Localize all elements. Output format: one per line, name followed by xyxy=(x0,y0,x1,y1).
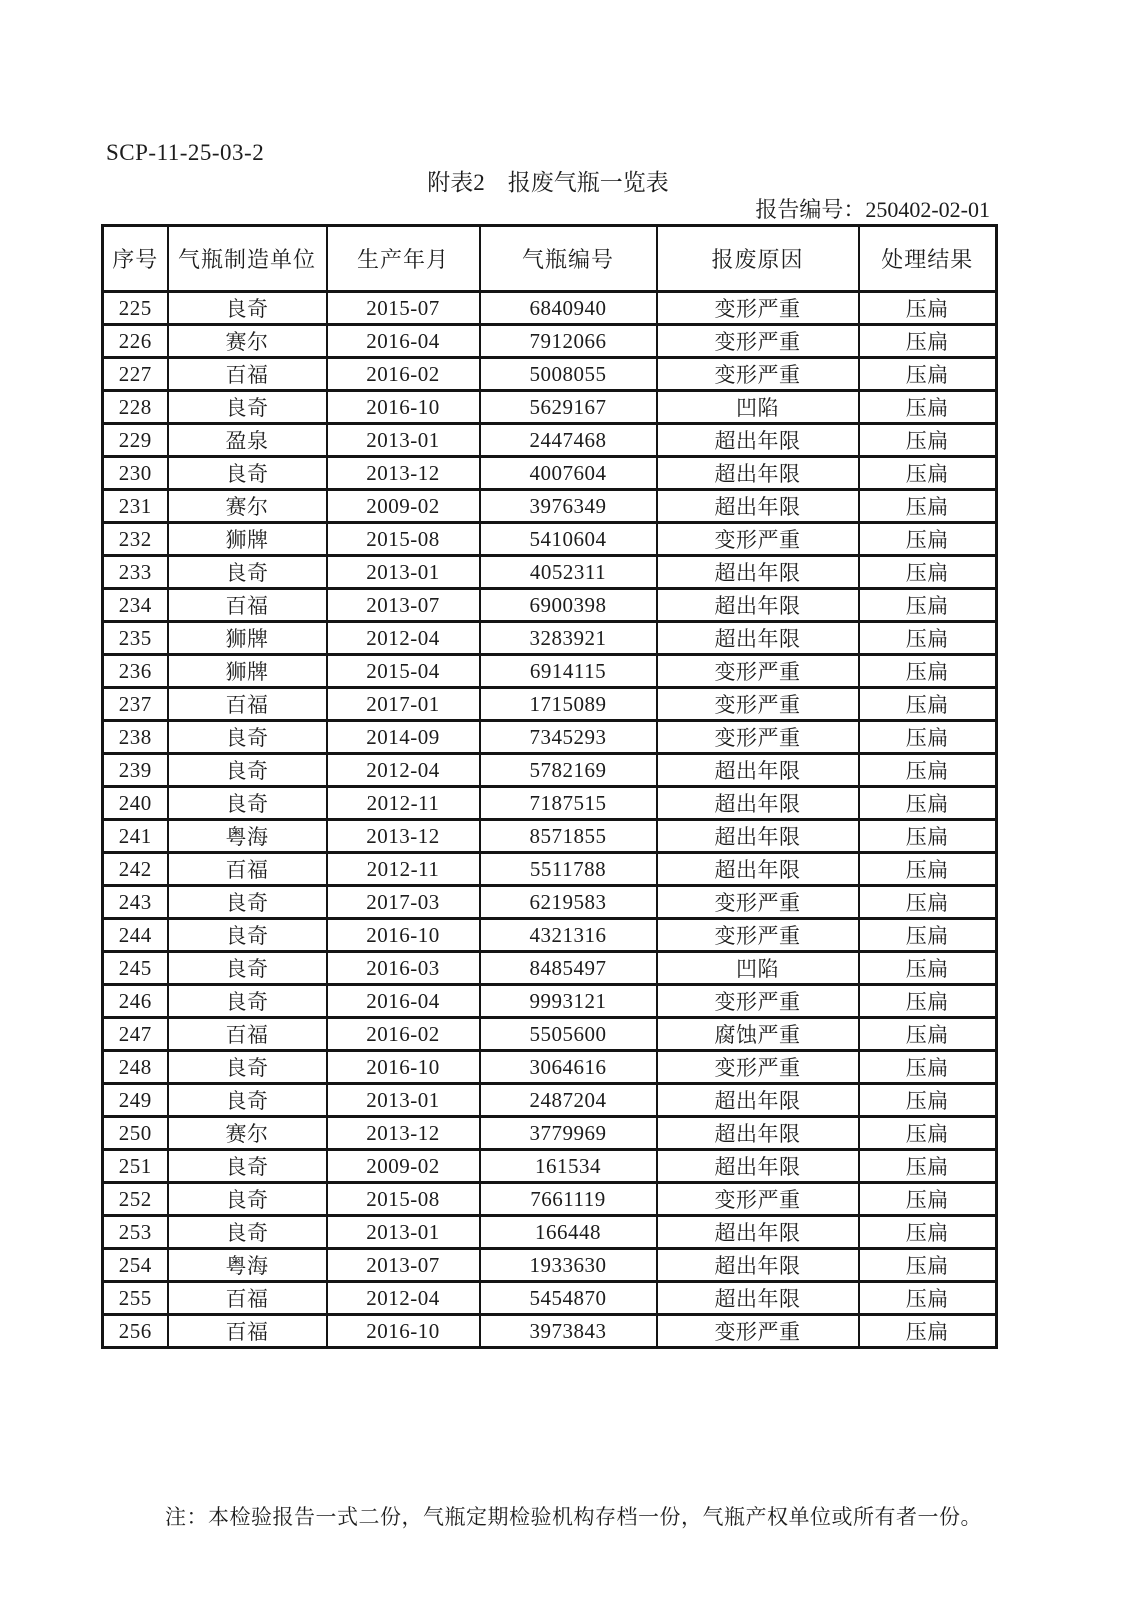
table-cell: 242 xyxy=(103,853,168,886)
table-cell: 237 xyxy=(103,688,168,721)
table-cell: 1715089 xyxy=(480,688,657,721)
table-cell: 6914115 xyxy=(480,655,657,688)
table-cell: 变形严重 xyxy=(657,1315,859,1348)
table-cell: 良奇 xyxy=(168,985,327,1018)
table-cell: 246 xyxy=(103,985,168,1018)
scrapped-cylinder-table xyxy=(101,224,998,1349)
table-row xyxy=(103,919,997,952)
table-cell: 良奇 xyxy=(168,787,327,820)
table-row xyxy=(103,754,997,787)
table-cell: 压扁 xyxy=(859,787,997,820)
table-cell: 245 xyxy=(103,952,168,985)
table-cell: 良奇 xyxy=(168,952,327,985)
table-cell: 良奇 xyxy=(168,754,327,787)
table-row xyxy=(103,688,997,721)
table-cell: 5008055 xyxy=(480,358,657,391)
table-cell: 243 xyxy=(103,886,168,919)
table-cell: 超出年限 xyxy=(657,424,859,457)
table-cell: 压扁 xyxy=(859,358,997,391)
table-cell: 2014-09 xyxy=(327,721,480,754)
table-cell: 超出年限 xyxy=(657,853,859,886)
table-cell: 狮牌 xyxy=(168,622,327,655)
table-cell: 2487204 xyxy=(480,1084,657,1117)
table-cell: 变形严重 xyxy=(657,523,859,556)
table-cell: 2447468 xyxy=(480,424,657,457)
table-cell: 压扁 xyxy=(859,622,997,655)
table-row xyxy=(103,952,997,985)
table-body xyxy=(103,292,997,1348)
table-cell: 狮牌 xyxy=(168,655,327,688)
table-cell: 凹陷 xyxy=(657,391,859,424)
table-cell: 变形严重 xyxy=(657,655,859,688)
header-cylinder-number: 气瓶编号 xyxy=(480,226,657,292)
table-cell: 变形严重 xyxy=(657,985,859,1018)
table-cell: 231 xyxy=(103,490,168,523)
table-row xyxy=(103,490,997,523)
table-row xyxy=(103,985,997,1018)
table-cell: 238 xyxy=(103,721,168,754)
table-cell: 7661119 xyxy=(480,1183,657,1216)
table-cell: 压扁 xyxy=(859,985,997,1018)
table-cell: 5410604 xyxy=(480,523,657,556)
table-cell: 变形严重 xyxy=(657,292,859,325)
table-cell: 5782169 xyxy=(480,754,657,787)
table-cell: 244 xyxy=(103,919,168,952)
table-cell: 压扁 xyxy=(859,589,997,622)
table-cell: 超出年限 xyxy=(657,622,859,655)
table-cell: 良奇 xyxy=(168,391,327,424)
table-row xyxy=(103,1282,997,1315)
table-cell: 233 xyxy=(103,556,168,589)
table-cell: 良奇 xyxy=(168,1183,327,1216)
table-cell: 229 xyxy=(103,424,168,457)
table-cell: 压扁 xyxy=(859,391,997,424)
table-row xyxy=(103,1216,997,1249)
table-cell: 4007604 xyxy=(480,457,657,490)
table-cell: 1933630 xyxy=(480,1249,657,1282)
table-cell: 2013-01 xyxy=(327,1084,480,1117)
table-cell: 变形严重 xyxy=(657,1183,859,1216)
table-cell: 2016-03 xyxy=(327,952,480,985)
table-row xyxy=(103,853,997,886)
table-row xyxy=(103,589,997,622)
table-cell: 超出年限 xyxy=(657,556,859,589)
table-cell: 2013-12 xyxy=(327,820,480,853)
table-cell: 7345293 xyxy=(480,721,657,754)
table-cell: 压扁 xyxy=(859,919,997,952)
table-cell: 248 xyxy=(103,1051,168,1084)
table-cell: 赛尔 xyxy=(168,325,327,358)
table-cell: 256 xyxy=(103,1315,168,1348)
table-cell: 压扁 xyxy=(859,820,997,853)
table-cell: 2013-01 xyxy=(327,1216,480,1249)
table-cell: 236 xyxy=(103,655,168,688)
table-cell: 压扁 xyxy=(859,655,997,688)
table-cell: 赛尔 xyxy=(168,490,327,523)
table-cell: 8571855 xyxy=(480,820,657,853)
table-cell: 压扁 xyxy=(859,490,997,523)
table-cell: 超出年限 xyxy=(657,820,859,853)
table-cell: 压扁 xyxy=(859,886,997,919)
table-cell: 压扁 xyxy=(859,1018,997,1051)
table-cell: 8485497 xyxy=(480,952,657,985)
table-cell: 2012-04 xyxy=(327,1282,480,1315)
table-cell: 赛尔 xyxy=(168,1117,327,1150)
table-cell: 5511788 xyxy=(480,853,657,886)
table-cell: 2012-11 xyxy=(327,787,480,820)
table-cell: 百福 xyxy=(168,358,327,391)
table-row xyxy=(103,457,997,490)
table-cell: 5629167 xyxy=(480,391,657,424)
table-cell: 压扁 xyxy=(859,457,997,490)
table-cell: 2013-07 xyxy=(327,1249,480,1282)
table-cell: 252 xyxy=(103,1183,168,1216)
table-cell: 超出年限 xyxy=(657,457,859,490)
table-cell: 超出年限 xyxy=(657,589,859,622)
table-cell: 粤海 xyxy=(168,820,327,853)
table-cell: 压扁 xyxy=(859,424,997,457)
table-cell: 234 xyxy=(103,589,168,622)
table-cell: 2015-08 xyxy=(327,1183,480,1216)
table-header xyxy=(103,226,997,292)
table-cell: 241 xyxy=(103,820,168,853)
table-cell: 6840940 xyxy=(480,292,657,325)
table-cell: 粤海 xyxy=(168,1249,327,1282)
table-cell: 变形严重 xyxy=(657,358,859,391)
table-cell: 超出年限 xyxy=(657,1282,859,1315)
table-cell: 压扁 xyxy=(859,556,997,589)
table-cell: 5454870 xyxy=(480,1282,657,1315)
table-cell: 2016-10 xyxy=(327,919,480,952)
table-cell: 压扁 xyxy=(859,721,997,754)
table-row xyxy=(103,1315,997,1348)
table-row xyxy=(103,622,997,655)
table-cell: 2013-12 xyxy=(327,457,480,490)
table-cell: 变形严重 xyxy=(657,886,859,919)
table-cell: 4321316 xyxy=(480,919,657,952)
table-cell: 7912066 xyxy=(480,325,657,358)
table-row xyxy=(103,358,997,391)
table-row xyxy=(103,391,997,424)
table-cell: 压扁 xyxy=(859,754,997,787)
table-cell: 2015-08 xyxy=(327,523,480,556)
table-cell: 压扁 xyxy=(859,1282,997,1315)
table-cell: 变形严重 xyxy=(657,1051,859,1084)
table-cell: 超出年限 xyxy=(657,754,859,787)
table-cell: 255 xyxy=(103,1282,168,1315)
table-cell: 4052311 xyxy=(480,556,657,589)
table-cell: 2015-04 xyxy=(327,655,480,688)
table-cell: 压扁 xyxy=(859,853,997,886)
page-title: 附表2 报废气瓶一览表 xyxy=(427,170,669,195)
table-cell: 2012-04 xyxy=(327,622,480,655)
table-cell: 超出年限 xyxy=(657,787,859,820)
table-row xyxy=(103,292,997,325)
table-cell: 2016-10 xyxy=(327,391,480,424)
table-row xyxy=(103,1183,997,1216)
table-cell: 压扁 xyxy=(859,292,997,325)
table-cell: 3976349 xyxy=(480,490,657,523)
table-cell: 250 xyxy=(103,1117,168,1150)
table-cell: 232 xyxy=(103,523,168,556)
table-cell: 压扁 xyxy=(859,1315,997,1348)
table-cell: 3064616 xyxy=(480,1051,657,1084)
table-row xyxy=(103,325,997,358)
report-number: 报告编号：250402-02-01 xyxy=(755,197,990,222)
table-row xyxy=(103,1249,997,1282)
table-cell: 3779969 xyxy=(480,1117,657,1150)
table-cell: 2016-10 xyxy=(327,1051,480,1084)
table-cell: 240 xyxy=(103,787,168,820)
table-cell: 压扁 xyxy=(859,952,997,985)
table-cell: 百福 xyxy=(168,589,327,622)
table-cell: 超出年限 xyxy=(657,1249,859,1282)
table-cell: 压扁 xyxy=(859,523,997,556)
table-cell: 2017-03 xyxy=(327,886,480,919)
table-cell: 压扁 xyxy=(859,1051,997,1084)
table-cell: 7187515 xyxy=(480,787,657,820)
header-serial-number: 序号 xyxy=(103,226,168,292)
header-production-date: 生产年月 xyxy=(327,226,480,292)
table-cell: 2015-07 xyxy=(327,292,480,325)
table-row xyxy=(103,556,997,589)
table-cell: 压扁 xyxy=(859,1084,997,1117)
table-cell: 2016-04 xyxy=(327,985,480,1018)
table-cell: 压扁 xyxy=(859,1183,997,1216)
table-row xyxy=(103,1051,997,1084)
table-cell: 249 xyxy=(103,1084,168,1117)
table-cell: 良奇 xyxy=(168,1084,327,1117)
table-cell: 良奇 xyxy=(168,721,327,754)
table-cell: 225 xyxy=(103,292,168,325)
table-cell: 良奇 xyxy=(168,1216,327,1249)
table-cell: 压扁 xyxy=(859,325,997,358)
table-cell: 2017-01 xyxy=(327,688,480,721)
table-cell: 2016-02 xyxy=(327,1018,480,1051)
table-cell: 3973843 xyxy=(480,1315,657,1348)
table-cell: 226 xyxy=(103,325,168,358)
table-cell: 251 xyxy=(103,1150,168,1183)
table-row xyxy=(103,655,997,688)
table-cell: 253 xyxy=(103,1216,168,1249)
header-row xyxy=(103,226,997,292)
table-cell: 变形严重 xyxy=(657,721,859,754)
table-cell: 6219583 xyxy=(480,886,657,919)
table-cell: 变形严重 xyxy=(657,688,859,721)
table-row xyxy=(103,1150,997,1183)
header-manufacturer: 气瓶制造单位 xyxy=(168,226,327,292)
table-cell: 166448 xyxy=(480,1216,657,1249)
table-cell: 2016-10 xyxy=(327,1315,480,1348)
table-cell: 2012-04 xyxy=(327,754,480,787)
table-cell: 压扁 xyxy=(859,1150,997,1183)
table-cell: 超出年限 xyxy=(657,1117,859,1150)
table-cell: 良奇 xyxy=(168,457,327,490)
table-cell: 2009-02 xyxy=(327,1150,480,1183)
table-cell: 227 xyxy=(103,358,168,391)
table-row xyxy=(103,1084,997,1117)
table-cell: 百福 xyxy=(168,688,327,721)
table-cell: 6900398 xyxy=(480,589,657,622)
table-cell: 5505600 xyxy=(480,1018,657,1051)
table-cell: 百福 xyxy=(168,853,327,886)
table-cell: 压扁 xyxy=(859,1249,997,1282)
table-cell: 腐蚀严重 xyxy=(657,1018,859,1051)
table-cell: 超出年限 xyxy=(657,1216,859,1249)
table-cell: 228 xyxy=(103,391,168,424)
table-cell: 超出年限 xyxy=(657,490,859,523)
table-cell: 254 xyxy=(103,1249,168,1282)
table-cell: 161534 xyxy=(480,1150,657,1183)
table-cell: 9993121 xyxy=(480,985,657,1018)
table-cell: 凹陷 xyxy=(657,952,859,985)
table-cell: 压扁 xyxy=(859,688,997,721)
footer-note: 注：本检验报告一式二份，气瓶定期检验机构存档一份，气瓶产权单位或所有者一份。 xyxy=(165,1505,982,1529)
table-cell: 百福 xyxy=(168,1282,327,1315)
table-cell: 2012-11 xyxy=(327,853,480,886)
table-cell: 压扁 xyxy=(859,1216,997,1249)
table-row xyxy=(103,787,997,820)
table-row xyxy=(103,1117,997,1150)
table-cell: 良奇 xyxy=(168,1051,327,1084)
table-cell: 2013-12 xyxy=(327,1117,480,1150)
table-cell: 235 xyxy=(103,622,168,655)
table-cell: 2009-02 xyxy=(327,490,480,523)
table-cell: 良奇 xyxy=(168,919,327,952)
table-cell: 良奇 xyxy=(168,556,327,589)
table-cell: 239 xyxy=(103,754,168,787)
table-cell: 良奇 xyxy=(168,292,327,325)
table-row xyxy=(103,886,997,919)
header-disposal-result: 处理结果 xyxy=(859,226,997,292)
table-cell: 2013-01 xyxy=(327,424,480,457)
table-cell: 压扁 xyxy=(859,1117,997,1150)
table-cell: 盈泉 xyxy=(168,424,327,457)
table-cell: 百福 xyxy=(168,1018,327,1051)
table-cell: 2013-07 xyxy=(327,589,480,622)
table-cell: 3283921 xyxy=(480,622,657,655)
table-cell: 230 xyxy=(103,457,168,490)
table-cell: 2016-04 xyxy=(327,325,480,358)
table-cell: 良奇 xyxy=(168,886,327,919)
table-row xyxy=(103,523,997,556)
table-row xyxy=(103,721,997,754)
table-cell: 2016-02 xyxy=(327,358,480,391)
table-cell: 变形严重 xyxy=(657,919,859,952)
table-row xyxy=(103,1018,997,1051)
table-cell: 良奇 xyxy=(168,1150,327,1183)
table-cell: 变形严重 xyxy=(657,325,859,358)
table-row xyxy=(103,424,997,457)
table-cell: 狮牌 xyxy=(168,523,327,556)
table-cell: 百福 xyxy=(168,1315,327,1348)
table-cell: 247 xyxy=(103,1018,168,1051)
table-cell: 2013-01 xyxy=(327,556,480,589)
table-row xyxy=(103,820,997,853)
table-cell: 超出年限 xyxy=(657,1084,859,1117)
table-cell: 超出年限 xyxy=(657,1150,859,1183)
doc-code: SCP-11-25-03-2 xyxy=(106,140,265,165)
header-scrap-reason: 报废原因 xyxy=(657,226,859,292)
